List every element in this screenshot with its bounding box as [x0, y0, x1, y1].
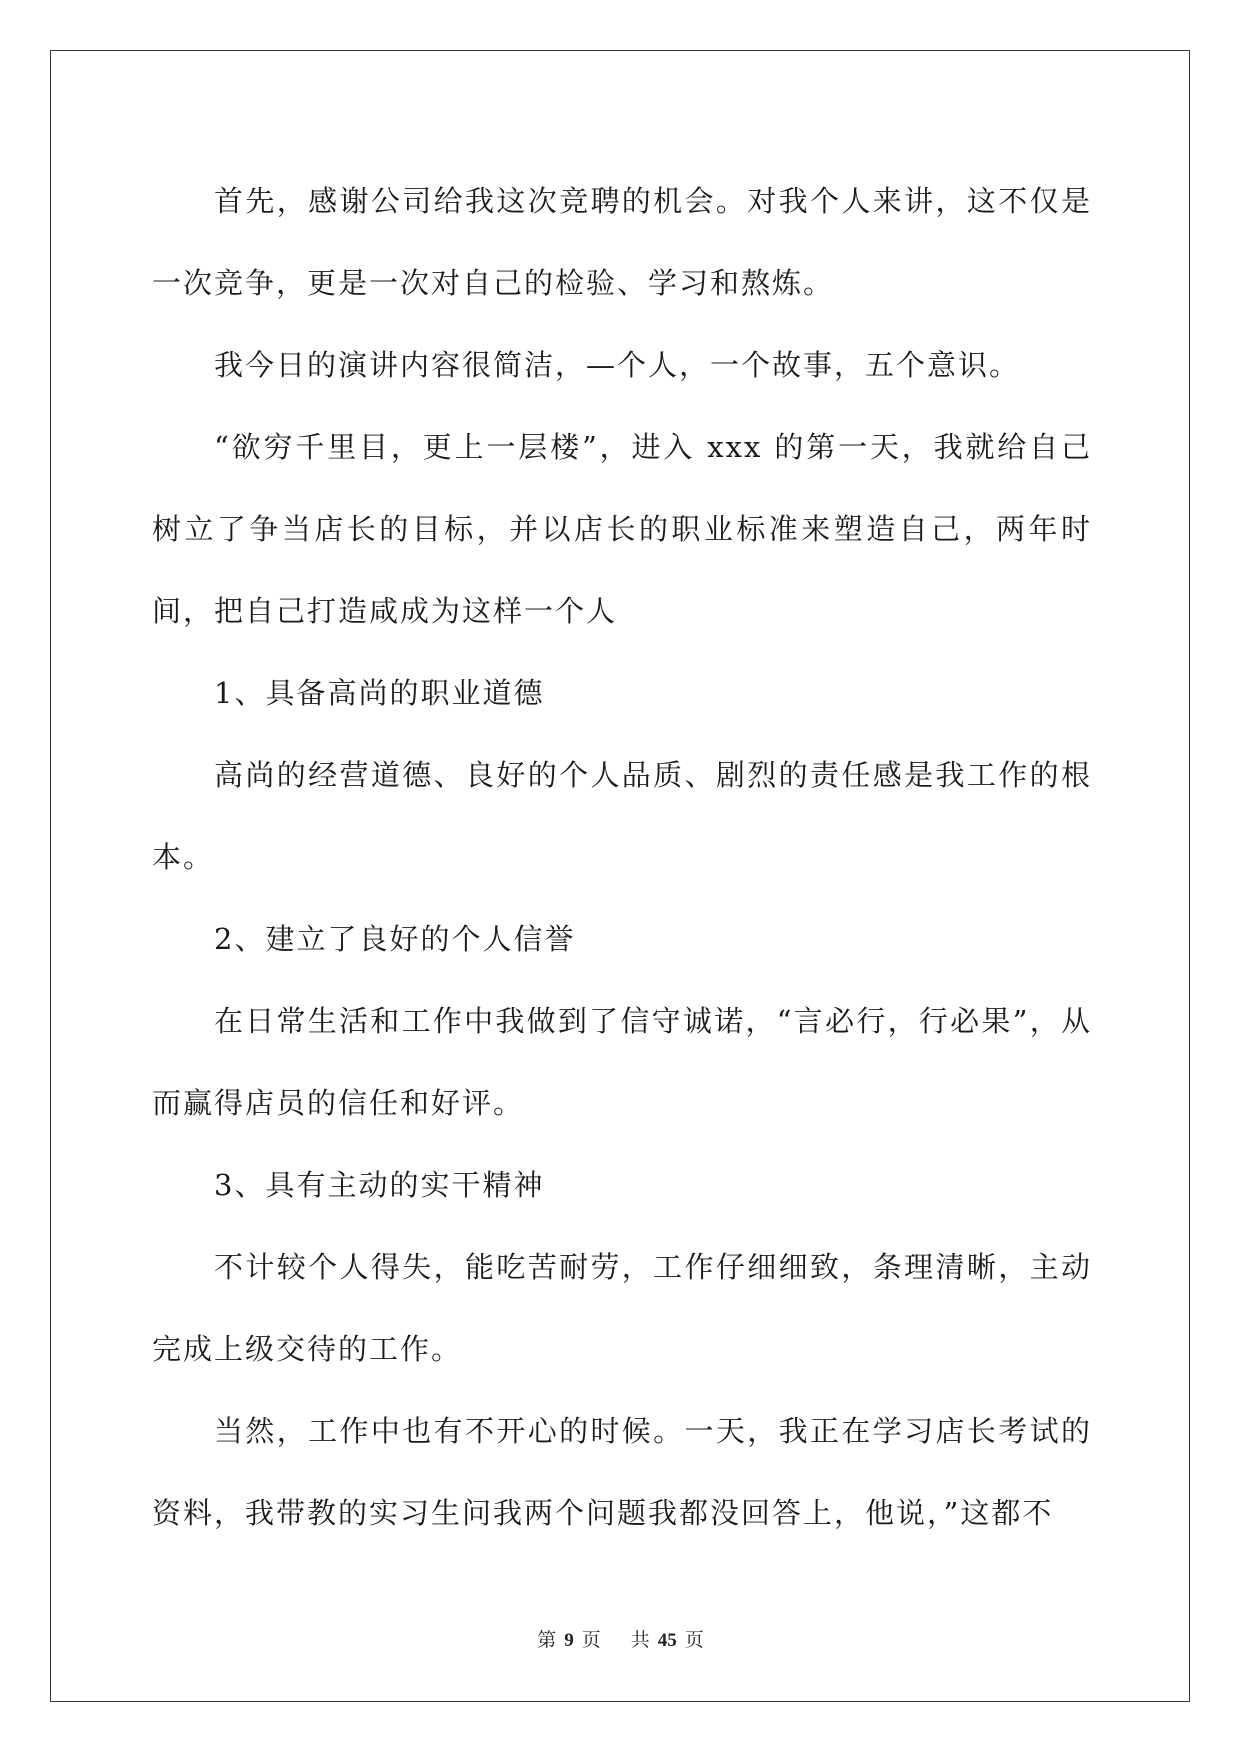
paragraph: “欲穷千里目，更上一层楼”，进入 xxx 的第一天，我就给自己树立了争当店长的目标，并以店长的职业标准来塑造自己，两年时间，把自己打造咸成为这样一个人: [152, 430, 1092, 628]
paragraph: 不计较个人得失，能吃苦耐劳，工作仔细细致，条理清晰，主动完成上级交待的工作。: [152, 1250, 1092, 1366]
page-prefix: 第: [537, 1629, 557, 1651]
total-pages: 45: [657, 1630, 677, 1651]
document-body: [152, 160, 1092, 1554]
paragraph: 当然，工作中也有不开心的时候。一天，我正在学习店长考试的资料，我带教的实习生问我两个问题我都没回答上，他说，”这都不: [152, 1414, 1092, 1530]
paragraph: 首先，感谢公司给我这次竞聘的机会。对我个人来讲，这不仅是一次竞争，更是一次对自己的检验、学习和熬炼。: [152, 184, 1092, 300]
page-footer: [0, 1625, 1241, 1652]
page-suffix: 页: [581, 1629, 601, 1651]
section-heading: 1、具备高尚的职业道德: [214, 676, 545, 710]
paragraph: 高尚的经营道德、良好的个人品质、剧烈的责任感是我工作的根本。: [152, 758, 1092, 874]
section-heading: 3、具有主动的实干精神: [214, 1168, 545, 1202]
paragraph: 我今日的演讲内容很简洁，—个人，一个故事，五个意识。: [214, 348, 1021, 382]
page-number: 9: [564, 1630, 574, 1651]
total-suffix: 页: [684, 1629, 704, 1651]
total-prefix: 共: [630, 1629, 650, 1651]
paragraph: 在日常生活和工作中我做到了信守诚诺，“言必行，行必果”，从而赢得店员的信任和好评。: [152, 1004, 1092, 1120]
section-heading: 2、建立了良好的个人信誉: [214, 922, 576, 956]
